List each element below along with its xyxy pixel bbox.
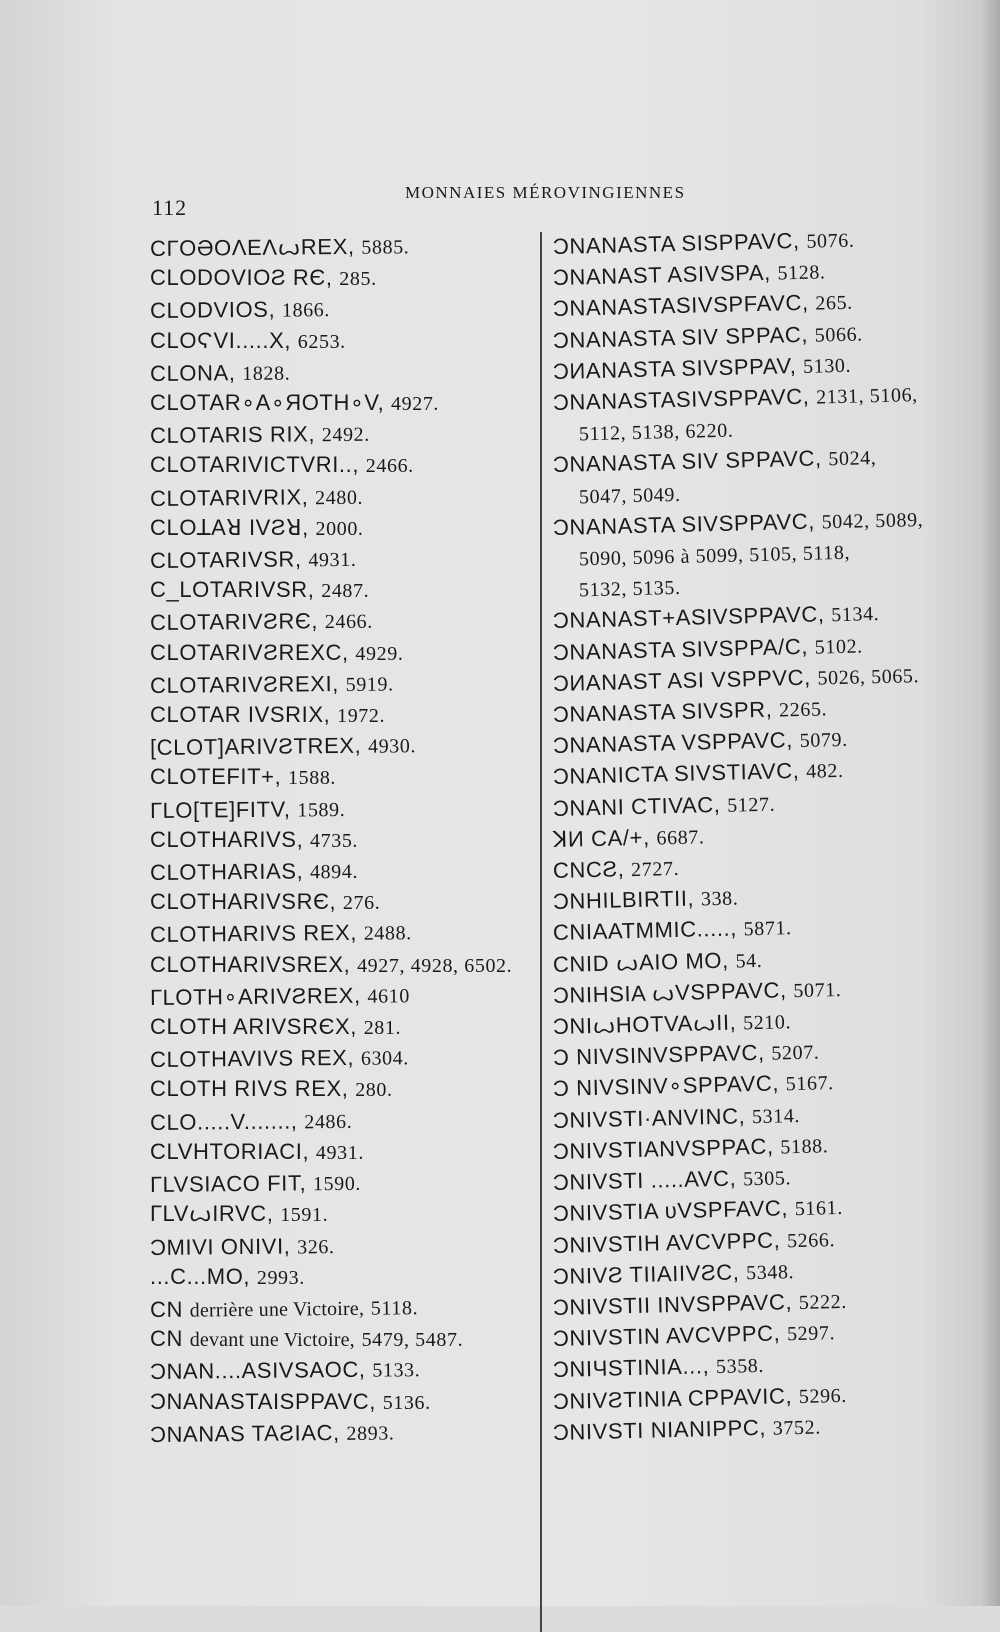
coin-legend: CLOTARIVƧREXI, <box>149 670 340 698</box>
coin-legend: CLOTHARIVS, <box>150 826 304 852</box>
coin-reference-numbers: 5118. <box>370 1297 419 1320</box>
coin-legend: ƆNANI CTIVAC, <box>552 791 721 821</box>
index-entry <box>150 667 530 702</box>
coin-legend: ƆMIVI ONIVI, <box>149 1233 291 1260</box>
coin-legend: CLOTAR∘A∘ЯOTH∘V, <box>150 390 385 416</box>
coin-legend: CLOϚVI.....X, <box>150 327 292 353</box>
coin-legend: ƆNIVSTII INVSPPAVC, <box>552 1289 793 1320</box>
coin-legend: ГLVSIACO FIT, <box>149 1170 307 1198</box>
coin-reference-numbers: 5127. <box>726 793 776 817</box>
coin-reference-numbers: 5871. <box>743 917 792 941</box>
index-entry <box>150 825 530 856</box>
coin-reference-numbers: 2488. <box>363 922 412 946</box>
coin-legend: ГLO[TE]FITV, <box>149 796 291 823</box>
index-entry <box>150 887 530 918</box>
coin-legend: CLOTARIVRIX, <box>149 483 309 511</box>
coin-reference-numbers: 281. <box>363 1017 402 1040</box>
coin-legend: CN <box>149 1296 184 1322</box>
coin-legend: ƆNANASTAISPPAVC, <box>150 1388 376 1414</box>
coin-reference-numbers: 5047, 5049. <box>578 483 681 508</box>
coin-reference-numbers: 5161. <box>794 1197 844 1221</box>
coin-legend: ГLOTH∘ARIVƧREX, <box>149 982 361 1010</box>
coin-reference-numbers: 54. <box>735 949 763 973</box>
index-entry <box>150 979 530 1014</box>
coin-reference-numbers: 2480. <box>314 486 364 509</box>
coin-reference-numbers: 5479, 5487. <box>361 1329 464 1352</box>
coin-reference-numbers: 5134. <box>830 603 880 627</box>
coin-reference-numbers: 2993. <box>256 1266 305 1289</box>
coin-reference-numbers: 5297. <box>786 1322 836 1346</box>
coin-legend: ƆNIVSTIA ᴜVSPFAVC, <box>552 1195 789 1227</box>
index-entry <box>150 1291 530 1326</box>
coin-reference-numbers: 5128. <box>777 261 826 285</box>
coin-reference-numbers: 6304. <box>360 1047 410 1071</box>
coin-reference-numbers: 5188. <box>780 1135 829 1159</box>
coin-legend: CLOTARIVƧREXC, <box>150 639 349 665</box>
coin-legend: CLONA, <box>149 359 236 386</box>
coin-legend: ƆNIVƧ TIIAIIVƧC, <box>552 1259 740 1289</box>
coin-reference-numbers: 5071. <box>793 978 842 1002</box>
coin-reference-numbers: 2727. <box>630 857 680 882</box>
coin-reference-numbers: 6253. <box>297 330 346 353</box>
coin-legend: ƆNIVSTIH AVCVPPC, <box>552 1226 781 1258</box>
coin-legend: ƆNANICTA SIVSTIAVC, <box>552 758 800 790</box>
coin-reference-numbers: 5042, 5089, <box>821 508 924 534</box>
index-entry <box>150 1324 530 1355</box>
coin-legend: ƆNIVƧTINIA CPPAVIC, <box>552 1382 793 1414</box>
coin-legend: ƆNANASTASIVSPPAVC, <box>552 383 810 416</box>
coin-legend: ƆNIVSTI·ANVINC, <box>552 1102 746 1133</box>
index-entry <box>150 1229 530 1264</box>
entry-description: derrière une Victoire, <box>189 1297 365 1322</box>
coin-legend: CNID ꙍAIO MO, <box>552 947 730 977</box>
coin-reference-numbers: 4927, 4928, 6502. <box>357 954 513 977</box>
index-entry <box>150 417 530 452</box>
coin-legend: ƆNANAST ASIVSPA, <box>552 259 772 291</box>
coin-reference-numbers: 2466. <box>365 455 414 478</box>
coin-reference-numbers: 5102. <box>814 635 864 659</box>
coin-legend: ƆNIVSTI NIANIPPC, <box>552 1414 767 1445</box>
coin-legend: CLOTH RIVS REX, <box>150 1076 349 1102</box>
coin-reference-numbers: 1828. <box>242 362 291 385</box>
index-entry <box>150 1104 530 1139</box>
coin-legend: CLOTH ARIVSRЄX, <box>150 1014 357 1040</box>
coin-reference-numbers: 276. <box>342 892 381 915</box>
coin-reference-numbers: 4610 <box>367 985 410 1008</box>
coin-reference-numbers: 338. <box>700 887 739 911</box>
coin-legend: CLO.....V......., <box>149 1108 298 1135</box>
coin-legend: ƆNIVSTIANVSPPAC, <box>552 1133 774 1164</box>
index-entry <box>150 355 530 390</box>
coin-reference-numbers: 2131, 5106, <box>815 384 919 409</box>
coin-legend: CLOTEFIT+, <box>150 764 282 790</box>
coin-legend: CLOTARIS RIX, <box>149 421 316 449</box>
coin-reference-numbers: 1589. <box>297 798 346 822</box>
index-entry <box>150 230 530 265</box>
coin-reference-numbers: 5136. <box>382 1391 431 1414</box>
coin-reference-numbers: 280. <box>355 1079 393 1102</box>
coin-reference-numbers: 1866. <box>281 299 331 323</box>
coin-legend: CLOTARIVICTVRI.., <box>150 452 360 478</box>
index-entry <box>150 792 530 827</box>
coin-reference-numbers: 5026, 5065. <box>817 664 920 690</box>
index-entry <box>150 326 530 357</box>
coin-legend: ƆИANAST ASI VSPPVC, <box>552 664 812 696</box>
coin-reference-numbers: 1588. <box>288 767 337 790</box>
coin-reference-numbers: 2466. <box>324 611 373 634</box>
coin-legend: CN <box>150 1326 183 1352</box>
index-entry <box>150 1416 530 1451</box>
index-entry <box>150 1199 530 1230</box>
coin-legend: ƆNIHSIA ꙍVSPPAVC, <box>552 977 787 1008</box>
coin-reference-numbers: 5112, 5138, 6220. <box>578 419 734 446</box>
index-entry <box>150 480 530 515</box>
coin-reference-numbers: 5222. <box>798 1290 848 1314</box>
index-entry <box>150 854 530 889</box>
index-entry <box>150 700 530 731</box>
coin-reference-numbers: 5296. <box>798 1384 848 1408</box>
coin-legend: CLOTHARIVSREX, <box>150 951 351 977</box>
coin-reference-numbers: 4927. <box>391 393 440 416</box>
coin-reference-numbers: 5919. <box>345 673 394 696</box>
page-number: 112 <box>152 195 188 220</box>
coin-reference-numbers: 2492. <box>321 423 370 447</box>
coin-reference-numbers: 4929. <box>355 642 404 665</box>
coin-legend: ƆNAN....ASIVSAOC, <box>149 1357 366 1385</box>
coin-legend: C_LOTARIVSR, <box>150 577 315 603</box>
index-entry <box>150 638 530 669</box>
coin-reference-numbers: 265. <box>815 292 854 315</box>
coin-legend: ƆNIVSTIN AVCVPPC, <box>552 1320 781 1352</box>
coin-legend: [CLOT]ARIVƧTREX, <box>149 733 362 761</box>
index-entry <box>150 1387 530 1418</box>
coin-reference-numbers: 5090, 5096 à 5099, 5105, 5118, <box>578 541 851 571</box>
coin-legend: ƆNANASTA VSPPAVC, <box>552 727 794 759</box>
coin-reference-numbers: 5266. <box>786 1228 836 1252</box>
coin-legend: CLODVIOS, <box>149 297 276 324</box>
coin-reference-numbers: 2487. <box>321 580 370 603</box>
index-entry <box>150 513 530 544</box>
coin-legend: CLOTHARIVS REX, <box>149 920 358 948</box>
running-head: MONNAIES MÉROVINGIENNES <box>405 183 686 202</box>
coin-reference-numbers: 5130. <box>802 354 852 378</box>
coin-legend: ...C...MO, <box>150 1263 251 1289</box>
coin-reference-numbers: 1972. <box>337 705 386 728</box>
index-entry <box>150 1262 530 1293</box>
coin-reference-numbers: 2265. <box>778 698 828 722</box>
coin-reference-numbers: 5076. <box>806 229 855 253</box>
coin-legend: ƆNANAST+ASIVSPPAVC, <box>552 601 825 634</box>
coin-reference-numbers: 5024, <box>828 447 877 471</box>
coin-legend: ƆИANASTA SIVSPPAV, <box>552 352 797 384</box>
coin-reference-numbers: 2486. <box>304 1110 353 1134</box>
coin-reference-numbers: 4931. <box>315 1141 364 1164</box>
coin-legend: ƆNANASTA SIVSPPA/C, <box>552 633 809 665</box>
coin-legend: ƆNHILBIRTII, <box>552 885 695 915</box>
coin-legend: CLOTHARIAS, <box>149 858 304 886</box>
index-entry <box>150 1074 530 1105</box>
coin-legend: ƆNANASTA SIV SPPAC, <box>552 321 809 353</box>
coin-legend: ƆNANASTA SIVSPR, <box>552 696 773 728</box>
coin-reference-numbers: 5207. <box>771 1041 820 1065</box>
index-entry <box>150 1166 530 1201</box>
entry-description: devant une Victoire, <box>189 1329 355 1352</box>
coin-reference-numbers: 1591. <box>280 1204 329 1227</box>
coin-legend: ƆNIVSTI .....AVC, <box>552 1165 737 1196</box>
index-entry <box>150 1353 530 1388</box>
coin-legend: ƆNANASTA SISPPAVC, <box>552 227 800 259</box>
column-divider <box>540 232 542 1632</box>
coin-reference-numbers: 5348. <box>745 1260 795 1284</box>
coin-reference-numbers: 326. <box>297 1235 335 1258</box>
index-entry <box>150 729 530 764</box>
coin-legend: ƆNIꙍHOTVAꙍII, <box>552 1009 737 1040</box>
coin-legend: CLOꓕAꓤ IVƧꓤ, <box>150 514 309 540</box>
index-entry <box>150 388 530 419</box>
index-entry <box>150 542 530 577</box>
coin-reference-numbers: 1590. <box>312 1172 362 1196</box>
coin-legend: Ɔ NIVSINV∘SPPAVC, <box>552 1070 780 1102</box>
coin-legend: ГLVꙍIRVC, <box>150 1201 274 1227</box>
coin-legend: Ɔ NIVSINVSPPAVC, <box>552 1040 765 1071</box>
coin-reference-numbers: 4894. <box>309 860 359 884</box>
coin-legend: CNIAATMMIC....., <box>552 915 738 946</box>
coin-legend: ƆNANASTASIVSPFAVC, <box>552 290 809 322</box>
coin-reference-numbers: 2893. <box>346 1422 395 1445</box>
coin-reference-numbers: 5358. <box>715 1355 765 1379</box>
index-entry <box>150 916 530 951</box>
coin-reference-numbers: 5305. <box>742 1167 792 1191</box>
coin-reference-numbers: 5133. <box>372 1359 421 1382</box>
coin-reference-numbers: 4931. <box>308 548 357 572</box>
coin-reference-numbers: 6687. <box>656 826 705 850</box>
coin-reference-numbers: 482. <box>805 760 844 784</box>
index-entry <box>150 450 530 481</box>
coin-legend: CLODOVIOƧ RЄ, <box>150 265 333 291</box>
coin-reference-numbers: 3752. <box>772 1416 822 1440</box>
coin-legend: CLOTARIVSR, <box>149 546 302 574</box>
index-entry <box>150 1012 530 1043</box>
left-column <box>150 232 530 1449</box>
coin-reference-numbers: 5314. <box>751 1104 801 1128</box>
coin-reference-numbers: 2000. <box>315 517 364 540</box>
coin-legend: CNCƧ, <box>552 856 625 884</box>
coin-legend: ƆNANASTA SIV SPPAVC, <box>552 445 822 478</box>
page-edge <box>978 0 1000 1606</box>
coin-reference-numbers: 4735. <box>310 829 359 852</box>
coin-legend: ƆNANAS TAƧIAC, <box>149 1419 340 1447</box>
coin-reference-numbers: 5885. <box>361 236 410 259</box>
coin-legend: CLOTHARIVSRЄ, <box>150 889 337 915</box>
coin-legend: CLOTAR IVSRIX, <box>150 702 331 728</box>
right-column <box>552 227 953 1449</box>
index-entry <box>150 263 530 294</box>
coin-legend: CΓOƏOΛEΛꙍREX, <box>149 233 355 261</box>
coin-reference-numbers: 4930. <box>367 735 417 758</box>
index-entry <box>150 604 530 639</box>
index-entry <box>150 575 530 606</box>
coin-reference-numbers: 5066. <box>814 323 864 347</box>
coin-legend: CLVHTORIACI, <box>150 1138 310 1164</box>
index-entry <box>150 762 530 793</box>
coin-legend: CLOTHAVIVS REX, <box>149 1045 355 1073</box>
index-entry <box>150 950 530 981</box>
coin-reference-numbers: 5167. <box>785 1072 835 1096</box>
coin-legend: CLOTARIVƧRЄ, <box>149 608 319 636</box>
index-entry <box>150 1137 530 1168</box>
coin-legend: ƆNIЧSTINIA..., <box>552 1353 710 1383</box>
index-entry <box>150 292 530 327</box>
coin-legend: ƆNANASTA SIVSPPAVC, <box>552 508 816 540</box>
coin-reference-numbers: 285. <box>339 268 377 291</box>
coin-reference-numbers: 5132, 5135. <box>578 577 681 602</box>
index-entry <box>150 1041 530 1076</box>
coin-reference-numbers: 5079. <box>799 729 848 753</box>
coin-legend: ꓘИ CA/+, <box>552 824 651 852</box>
coin-reference-numbers: 5210. <box>742 1011 792 1035</box>
